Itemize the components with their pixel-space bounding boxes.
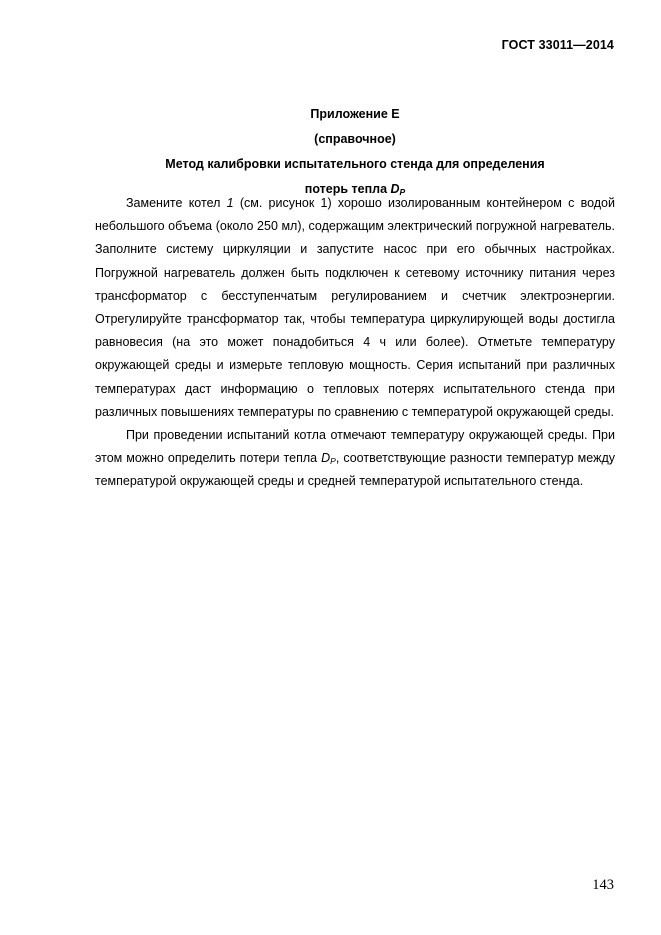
paragraph-1 — [95, 192, 615, 424]
paragraph-2-symbol: D — [321, 451, 331, 466]
heading-symbol: D — [390, 182, 400, 196]
paragraph-1-text-a: Замените котел — [126, 196, 227, 210]
paragraph-2-text-a: При проведении испытаний котла отмечают температуру окружающей среды. При этом можно определить потери тепла — [95, 428, 615, 466]
body-text — [95, 192, 615, 494]
page-number: 143 — [592, 877, 614, 893]
paragraph-2-text-b: , соответствующие разности температур между температурой окружающей среды и средней температурой испытательного стенда. — [95, 451, 615, 489]
appendix-title: Приложение Е — [310, 107, 400, 121]
paragraph-2-symbol-subscript: P — [330, 456, 336, 467]
appendix-heading — [95, 102, 615, 202]
heading-text: потерь тепла — [304, 182, 391, 196]
heading-symbol-subscript: P — [399, 187, 406, 197]
appendix-heading-line-1: Метод калибровки испытательного стенда для определения — [165, 157, 545, 171]
paragraph-1-text-b: (см. рисунок 1) хорошо изолированным контейнером с водой небольшого объема (около 250 мл), содержащим электрический погружной нагреватель. Заполните систему циркуляции и запустите насос при его обычных настройках. Погружной нагреватель должен быть подключен к сетевому источнику питания через трансформатор с бесступенчатым регулированием и счетчик электроэнергии. Отрегулируйте трансформатор так, чтобы температура циркулирующей воды достигла равновесия (на это может понадобиться 4 ч или более). Отметьте температуру окружающей среды и измерьте тепловую мощность. Серия испытаний при различных температурах даст информацию о тепловых потерях испытательного стенда при различных повышениях температуры по сравнению с температурой окружающей среды. — [95, 196, 615, 419]
standard-code: ГОСТ 33011—2014 — [501, 38, 614, 52]
appendix-kind: (справочное) — [314, 132, 396, 146]
paragraph-2 — [95, 424, 615, 494]
figure-ref-number: 1 — [226, 196, 234, 210]
